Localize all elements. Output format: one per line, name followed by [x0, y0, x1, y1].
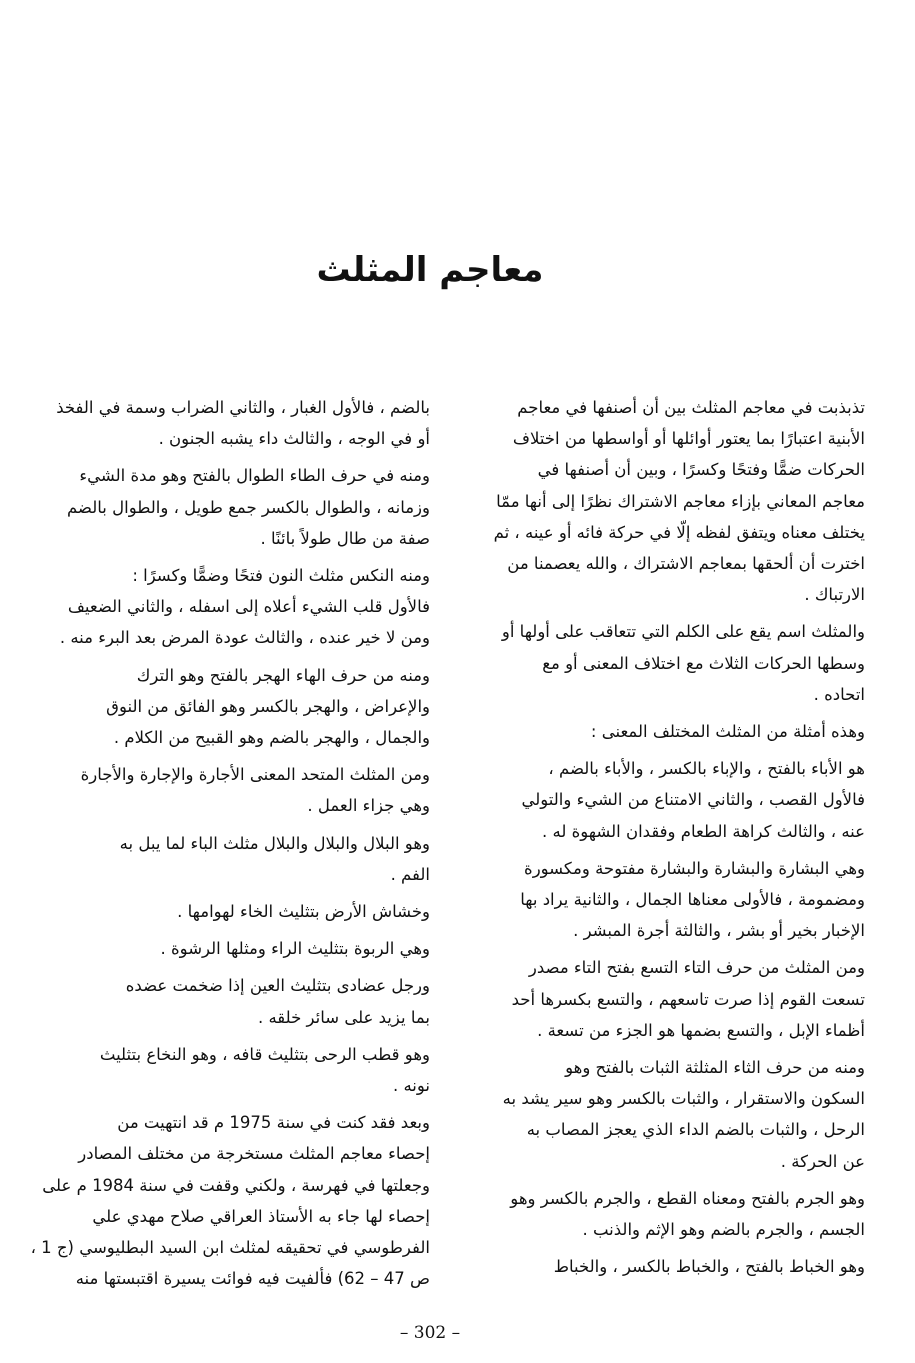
text-line: عن الحركة .: [780, 1151, 865, 1171]
paragraph: [10, 933, 450, 964]
text-line: وخشاش الأرض بتثليث الخاء لهوامها .: [177, 902, 430, 922]
text-line: وهي الربوة بتثليث الراء ومثلها الرشوة .: [160, 939, 430, 959]
text-line: وزمانه ، والطوال بالكسر جمع طويل ، والطوال بالضم: [66, 497, 430, 517]
text-line: تسعت القوم إذا صرت تاسعهم ، والتسع بكسرها أحد: [511, 989, 865, 1009]
text-line: الفرطوسي في تحقيقه لمثلث ابن السيد البطليوسي (ج 1 ،: [30, 1238, 430, 1258]
text-line: الأبنية اعتبارًا بما يعتور أوائلها أو أواسطها من اختلاف: [512, 429, 865, 449]
paragraph: [440, 1251, 885, 1282]
paragraph: [10, 828, 450, 890]
text-line: تذبذبت في معاجم المثلث بين أن أصنفها في معاجم: [517, 398, 865, 417]
text-line: ومنه النكس مثلث النون فتحًا وضمًّا وكسرًا :: [132, 566, 430, 586]
text-line: ومضمومة ، فالأولى معناها الجمال ، والثانية يراد بها: [520, 890, 865, 910]
paragraph: [10, 1039, 450, 1101]
text-line: والمثلث اسم يقع على الكلم التي تتعاقب على أولها أو: [501, 622, 865, 642]
paragraph: [440, 853, 885, 947]
text-line: الإخبار بخير أو بشر ، والثالثة أجرة المبشر .: [573, 921, 865, 941]
text-line: صفة من طال طولاً بائنًا .: [260, 528, 430, 548]
paragraph: [440, 952, 885, 1046]
text-line: وسطها الحركات الثلاث مع اختلاف المعنى أو مع: [542, 653, 865, 673]
text-line: اتحاده .: [813, 684, 865, 704]
text-line: وهي البشارة والبشارة والبشارة مفتوحة ومكسورة: [524, 858, 865, 878]
paragraph: [10, 970, 450, 1032]
paragraph: [10, 1107, 450, 1294]
paragraph: [440, 392, 885, 610]
text-line: بما يزيد على سائر خلقه .: [257, 1007, 430, 1027]
text-line: عنه ، والثالث كراهة الطعام وفقدان الشهوة له .: [542, 821, 865, 841]
text-line: وهو الجرم بالفتح ومعناه القطع ، والجرم بالكسر وهو: [510, 1188, 865, 1208]
text-line: ومنه في حرف الطاء الطوال بالفتح وهو مدة الشيء: [79, 466, 430, 486]
text-line: إحصاء لها جاء به الأستاذ العراقي صلاح مهدي علي: [92, 1206, 430, 1226]
text-line: معاجم المعاني بإزاء معاجم الاشتراك نظرًا إلى أنها ممّا: [496, 491, 865, 511]
paragraph: [10, 660, 450, 754]
text-column-right: [440, 392, 885, 1288]
text-line: يختلف معناه ويتفق لفظه إلّا في حركة فائه أو عينه ، ثم: [493, 522, 865, 542]
text-line: الرحل ، والثبات بالضم الداء الذي يعجز المصاب به: [526, 1120, 865, 1140]
paragraph: [440, 1052, 885, 1177]
text-line: وبعد فقد كنت في سنة 1975 م قد انتهيت من: [117, 1113, 430, 1133]
text-line: والإعراض ، والهجر بالكسر وهو الفائق من النوق: [106, 696, 430, 716]
page-title: معاجم المثلث: [316, 250, 544, 290]
page-number: – 302 –: [399, 1323, 461, 1343]
text-line: وهي جزاء العمل .: [307, 796, 430, 816]
text-line: ومنه من حرف الثاء المثلثة الثبات بالفتح وهو: [565, 1058, 865, 1078]
paragraph: [10, 759, 450, 821]
paragraph: [10, 460, 450, 554]
paragraph: [440, 616, 885, 710]
paragraph: [440, 1183, 885, 1245]
text-line: أو في الوجه ، والثالث داء يشبه الجنون .: [158, 429, 430, 449]
paragraph: [440, 753, 885, 847]
text-line: هو الأباء بالفتح ، والإباء بالكسر ، والأباء بالضم ،: [548, 759, 865, 779]
text-line: الحركات ضمًّا وفتحًا وكسرًا ، وبين أن أصنفها في: [537, 460, 865, 480]
text-line: بالضم ، فالأول الغبار ، والثاني الضراب وسمة في الفخذ: [56, 398, 430, 417]
text-line: ومن المثلث من حرف التاء التسع بفتح التاء مصدر: [528, 958, 865, 978]
text-line: إحصاء معاجم المثلث مستخرجة من مختلف المصادر: [78, 1144, 430, 1164]
text-line: ومن المثلث المتحد المعنى الأجارة والإجارة والأجارة: [80, 765, 430, 785]
text-line: فالأول قلب الشيء أعلاه إلى اسفله ، والثاني الضعيف: [67, 597, 430, 617]
text-line: وهو قطب الرحى بتثليث قافه ، وهو النخاع بتثليث: [99, 1044, 430, 1064]
text-line: ص 47 – 62) فألفيت فيه فوائت يسيرة اقتبستها منه: [75, 1269, 430, 1289]
text-line: وجعلتها في فهرسة ، ولكني وقفت في سنة 1984 م على: [42, 1175, 430, 1195]
text-line: والجمال ، والهجر بالضم وهو القبيح من الكلام .: [113, 728, 430, 748]
text-line: وهذه أمثلة من المثلث المختلف المعنى :: [590, 722, 865, 742]
text-line: السكون والاستقرار ، والثبات بالكسر وهو سير يشد به: [502, 1089, 865, 1109]
text-line: نونه .: [392, 1076, 430, 1096]
text-line: وهو الخباط بالفتح ، والخباط بالكسر ، والخباط: [553, 1257, 865, 1277]
text-line: ومنه من حرف الهاء الهجر بالفتح وهو الترك: [136, 665, 430, 685]
text-line: الجسم ، والجرم بالضم وهو الإثم والذنب .: [582, 1220, 865, 1240]
text-line: فالأول القصب ، والثاني الامتناع من الشيء والتولي: [521, 790, 865, 810]
paragraph: [440, 716, 885, 747]
text-line: ومن لا خير عنده ، والثالث عودة المرض بعد البرء منه .: [59, 628, 430, 648]
paragraph: [10, 896, 450, 927]
text-line: أظماء الإبل ، والتسع بضمها هو الجزء من تسعة .: [537, 1020, 865, 1040]
text-line: ورجل عضادى بتثليث العين إذا ضخمت عضده: [125, 976, 430, 996]
text-line: الارتباك .: [804, 585, 865, 605]
text-line: وهو البلال والبلال والبلال مثلث الباء لما يبل به: [119, 833, 430, 853]
text-column-left: [10, 392, 450, 1300]
paragraph: [10, 392, 450, 454]
text-line: الفم .: [390, 864, 430, 884]
paragraph: [10, 560, 450, 654]
text-line: اخترت أن ألحقها بمعاجم الاشتراك ، والله يعصمنا من: [507, 554, 865, 574]
